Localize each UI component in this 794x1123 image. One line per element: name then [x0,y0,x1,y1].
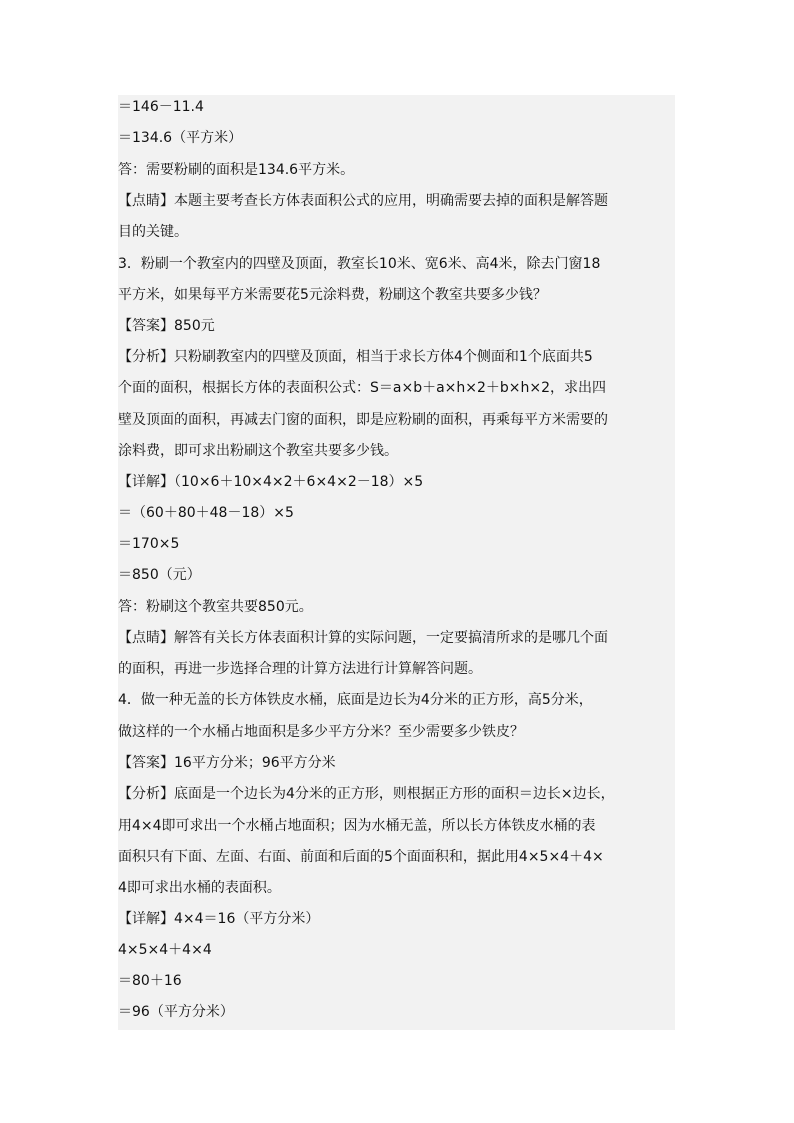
question-3-line: 平方米，如果每平方米需要花5元涂料费，粉刷这个教室共要多少钱？ [118,287,547,303]
analysis-line: 壁及顶面的面积，再减去门窗的面积，即是应粉刷的面积，再乘每平方米需要的 [118,412,608,428]
text-line: 答：粉刷这个教室共要850元。 [118,599,313,615]
answer-line: 【答案】850元 [118,318,215,334]
comment-line: 【点睛】解答有关长方体表面积计算的实际问题，一定要搞清所求的是哪几个面 [118,630,608,646]
text-line: 答：需要粉刷的面积是134.6平方米。 [118,162,355,178]
solution-line: ＝170×5 [118,536,180,552]
analysis-line: 4即可求出水桶的表面积。 [118,880,281,896]
document-page [118,95,675,1030]
analysis-line: 【分析】底面是一个边长为4分米的正方形，则根据正方形的面积＝边长×边长， [118,786,615,802]
solution-line: 【详解】（10×6＋10×4×2＋6×4×2－18）×5 [118,474,424,490]
text-line: 目的关键。 [118,224,188,240]
solution-line: 4×5×4＋4×4 [118,942,212,958]
solution-line: ＝（60＋80＋48－18）×5 [118,505,294,521]
analysis-line: 用4×4即可求出一个水桶占地面积；因为水桶无盖，所以长方体铁皮水桶的表 [118,818,596,834]
question-4-line: 4．做一种无盖的长方体铁皮水桶，底面是边长为4分米的正方形，高5分米， [118,692,593,708]
solution-line: ＝80＋16 [118,973,182,989]
analysis-line: 【分析】只粉刷教室内的四壁及顶面，相当于求长方体4个侧面和1个底面共5 [118,349,593,365]
analysis-line: 涂料费，即可求出粉刷这个教室共要多少钱。 [118,443,398,459]
text-line: 【点睛】本题主要考查长方体表面积公式的应用，明确需要去掉的面积是解答题 [118,193,608,209]
question-4-line: 做这样的一个水桶占地面积是多少平方分米？至少需要多少铁皮？ [118,724,524,740]
comment-line: 的面积，再进一步选择合理的计算方法进行计算解答问题。 [118,661,482,677]
solution-line: ＝850（元） [118,567,201,583]
analysis-line: 个面的面积，根据长方体的表面积公式：S＝a×b＋a×h×2＋b×h×2，求出四 [118,380,607,396]
analysis-line: 面积只有下面、左面、右面、前面和后面的5个面面积和，据此用4×5×4＋4× [118,849,604,865]
solution-line: ＝96（平方分米） [118,1004,234,1020]
solution-line: 【详解】4×4＝16（平方分米） [118,911,320,927]
question-3-line: 3．粉刷一个教室内的四壁及顶面，教室长10米、宽6米、高4米，除去门窗18 [118,256,601,272]
text-line: ＝146－11.4 [118,99,204,115]
answer-line: 【答案】16平方分米；96平方分米 [118,755,336,771]
text-line: ＝134.6（平方米） [118,130,243,146]
